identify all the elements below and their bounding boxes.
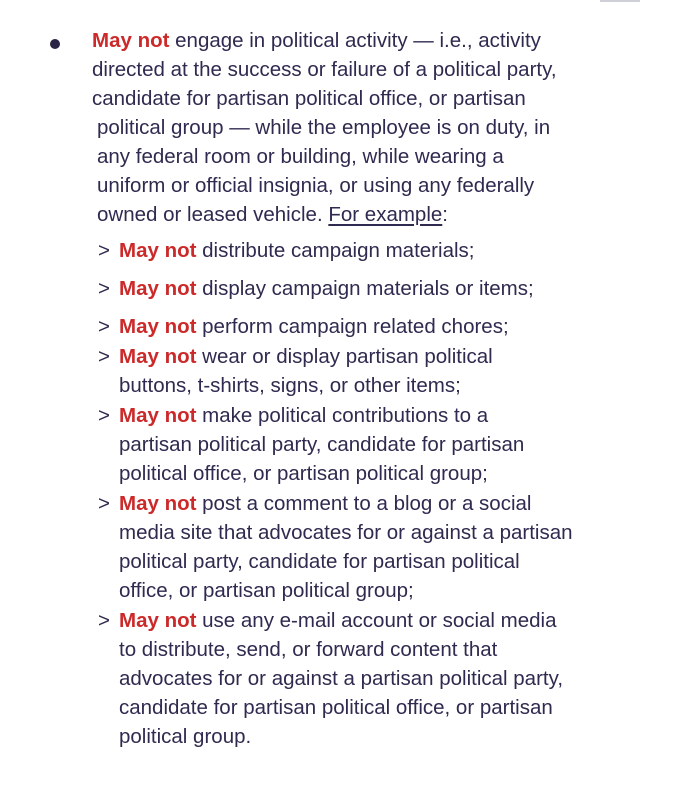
- main-line-5: any federal room or building, while wearing a: [97, 145, 504, 168]
- emphasis-may-not: May not: [119, 404, 197, 427]
- sub-item-continuation: political party, candidate for partisan political: [119, 550, 520, 573]
- sub-item: [98, 401, 678, 488]
- arrow-marker: >: [98, 404, 110, 427]
- sub-item: [98, 274, 678, 303]
- for-example-text: For example: [328, 203, 443, 226]
- sub-item-first-line: [98, 274, 678, 303]
- sub-item-first-line: [98, 401, 678, 430]
- sub-item-continuation: advocates for or against a partisan political party,: [119, 667, 564, 690]
- sub-item-text: post a comment to a blog or a social: [196, 492, 532, 515]
- main-line-4: political group — while the employee is on duty, in: [97, 116, 551, 139]
- sub-item-list: [98, 236, 678, 752]
- emphasis-may-not: May not: [119, 239, 197, 262]
- sub-item-text: display campaign materials or items;: [196, 277, 534, 300]
- sub-item-continuation: buttons, t-shirts, signs, or other items;: [119, 374, 461, 397]
- sub-item-first-line: [98, 312, 678, 341]
- sub-item: [98, 489, 678, 605]
- sub-item-text: perform campaign related chores;: [196, 315, 509, 338]
- sub-item: [98, 342, 678, 400]
- arrow-marker: >: [98, 609, 110, 632]
- sub-item-first-line: [98, 236, 678, 265]
- sub-item-first-line: [98, 606, 678, 635]
- sub-item-text: distribute campaign materials;: [196, 239, 475, 262]
- emphasis-may-not: May not: [119, 609, 197, 632]
- arrow-marker: >: [98, 315, 110, 338]
- sub-item: [98, 606, 678, 751]
- emphasis-may-not: May not: [119, 277, 197, 300]
- emphasis-may-not: May not: [119, 492, 197, 515]
- sub-item: [98, 312, 678, 341]
- main-line-7: owned or leased vehicle. For example:: [97, 203, 448, 226]
- emphasis-may-not: May not: [92, 29, 170, 52]
- emphasis-may-not: May not: [119, 345, 197, 368]
- sub-item-continuation: candidate for partisan political office, or partisan: [119, 696, 553, 719]
- arrow-marker: >: [98, 492, 110, 515]
- sub-item-text: wear or display partisan political: [196, 345, 493, 368]
- sub-item-continuation: political group.: [119, 725, 252, 748]
- sub-item-continuation: political office, or partisan political group;: [119, 462, 488, 485]
- main-line-2: directed at the success or failure of a political party,: [92, 58, 557, 81]
- main-line-3: candidate for partisan political office, or partisan: [92, 87, 526, 110]
- arrow-marker: >: [98, 345, 110, 368]
- page-edge-mark: [600, 0, 640, 2]
- sub-item-text: make political contributions to a: [196, 404, 489, 427]
- sub-item-text: use any e-mail account or social media: [196, 609, 557, 632]
- main-bullet-text: [92, 26, 672, 229]
- sub-item: [98, 236, 678, 265]
- sub-item-continuation: partisan political party, candidate for partisan: [119, 433, 525, 456]
- main-line-6: uniform or official insignia, or using any federally: [97, 174, 535, 197]
- sub-item-continuation: to distribute, send, or forward content that: [119, 638, 498, 661]
- sub-item-continuation: media site that advocates for or against a partisan: [119, 521, 573, 544]
- sub-item-first-line: [98, 342, 678, 371]
- arrow-marker: >: [98, 239, 110, 262]
- arrow-marker: >: [98, 277, 110, 300]
- bullet-dot: [50, 39, 60, 49]
- main-line-1: May not engage in political activity — i.e., activity: [92, 29, 541, 52]
- sub-item-continuation: office, or partisan political group;: [119, 579, 414, 602]
- sub-item-first-line: [98, 489, 678, 518]
- emphasis-may-not: May not: [119, 315, 197, 338]
